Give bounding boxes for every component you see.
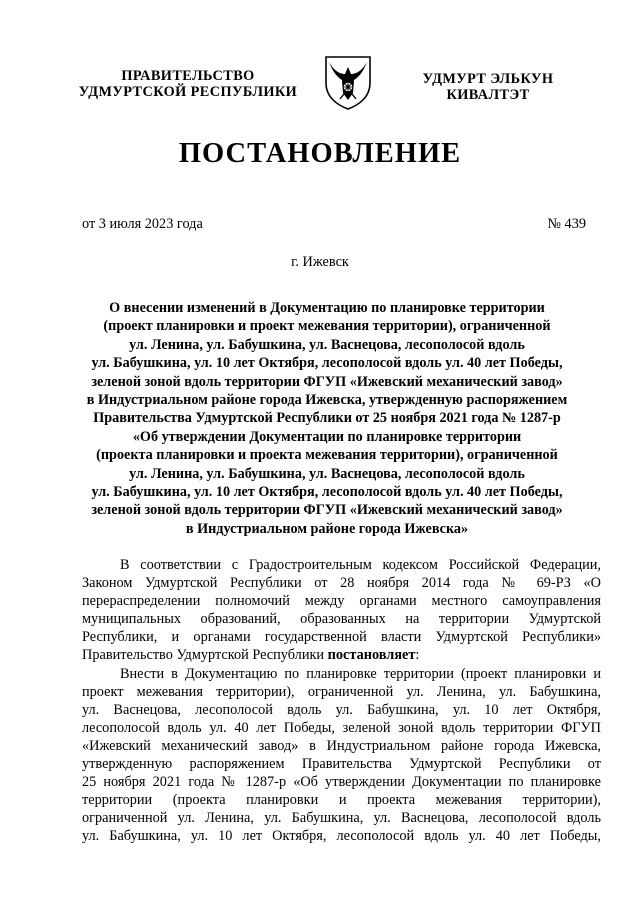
body-line: ограниченной ул. Ленина, ул. Бабушкина, ул. Васнецова, лесополосой вдоль bbox=[82, 810, 601, 827]
subject-line: в Индустриальном районе города Ижевска» bbox=[185, 520, 469, 537]
body-line-resolves bbox=[82, 646, 601, 664]
subject-line: Правительства Удмуртской Республики от 25 ноября 2021 года № 1287-р bbox=[93, 410, 561, 427]
body-line: Законом Удмуртской Республики от 28 ноября 2014 года № 69-РЗ «О bbox=[82, 575, 601, 592]
subject-line: зеленой зоной вдоль территории ФГУП «Ижевский механический завод» bbox=[91, 502, 563, 519]
body-text: : bbox=[415, 647, 420, 664]
issuer-name-udmurt bbox=[400, 71, 576, 103]
subject-line: О внесении изменений в Документацию по планировке территории bbox=[109, 300, 545, 316]
subject-line: «Об утверждении Документации по планировке территории bbox=[132, 428, 522, 445]
body-line: Внести в Документацию по планировке территории (проект планировки и bbox=[120, 665, 601, 682]
issuer-udm-line-2: КИВАЛТЭТ bbox=[446, 87, 530, 103]
body-line: территории (проекта планировки и проекта межевания территории), bbox=[82, 792, 601, 809]
subject-line: ул. Бабушкина, ул. 10 лет Октября, лесополосой вдоль ул. 40 лет Победы, bbox=[91, 484, 563, 501]
subject-line: ул. Ленина, ул. Бабушкина, ул. Васнецова, лесополосой вдоль bbox=[129, 465, 525, 482]
body-line: ул. Васнецова, лесополосой вдоль ул. Бабушкина, ул. 10 лет Октября, bbox=[82, 701, 601, 718]
body-line: муниципальных образований, образованных на территории Удмуртской bbox=[82, 611, 601, 628]
subject-line: зеленой зоной вдоль территории ФГУП «Ижевский механический завод» bbox=[91, 373, 563, 390]
body-line: Республики, и органами государственной власти Удмуртской Республики» bbox=[82, 629, 601, 646]
subject-line: (проекта планировки и проекта межевания территории), ограниченной bbox=[96, 447, 558, 464]
body-line: 25 ноября 2021 года № 1287-р «Об утверждении Документации по планировке bbox=[82, 774, 601, 791]
subject-line: в Индустриальном районе города Ижевска, утвержденную распоряжением bbox=[86, 392, 568, 409]
issuer-line-1: ПРАВИТЕЛЬСТВО bbox=[121, 68, 255, 84]
issuer-name-russian bbox=[66, 68, 310, 100]
body-line: проект межевания территории), ограниченной ул. Ленина, ул. Бабушкина, bbox=[82, 683, 601, 700]
issuer-udm-line-1: УДМУРТ ЭЛЬКУН bbox=[422, 71, 554, 87]
body-line: «Ижевский механический завод» в Индустриальном районе города Ижевска, bbox=[82, 737, 601, 754]
subject-line: (проект планировки и проект межевания территории), ограниченной bbox=[103, 318, 551, 335]
emblem-icon bbox=[320, 53, 376, 111]
body-text: Правительство Удмуртской Республики bbox=[82, 647, 328, 664]
body-line: ул. Бабушкина, ул. 10 лет Октября, лесополосой вдоль ул. 40 лет Победы, bbox=[82, 828, 601, 845]
document-number: № 439 bbox=[547, 216, 586, 232]
document-date: от 3 июля 2023 года bbox=[82, 216, 203, 232]
resolves-keyword: постановляет bbox=[327, 647, 416, 664]
document-city: г. Ижевск bbox=[291, 254, 349, 270]
document-body bbox=[82, 556, 601, 846]
subject-line: ул. Ленина, ул. Бабушкина, ул. Васнецова, лесополосой вдоль bbox=[129, 336, 525, 353]
body-line: перераспределении полномочий между органами местного самоуправления bbox=[82, 593, 601, 610]
issuer-line-2: УДМУРТСКОЙ РЕСПУБЛИКИ bbox=[78, 84, 298, 100]
body-line: лесополосой вдоль ул. 40 лет Победы, зеленой зоной вдоль территории ФГУП bbox=[82, 719, 601, 736]
body-line: В соответствии с Градостроительным кодексом Российской Федерации, bbox=[120, 557, 601, 573]
document-subject bbox=[72, 299, 582, 538]
document-title: ПОСТАНОВЛЕНИЕ bbox=[178, 138, 462, 169]
body-line: утвержденную распоряжением Правительства Удмуртской Республики от bbox=[82, 756, 601, 773]
subject-line: ул. Бабушкина, ул. 10 лет Октября, лесополосой вдоль ул. 40 лет Победы, bbox=[91, 355, 563, 372]
